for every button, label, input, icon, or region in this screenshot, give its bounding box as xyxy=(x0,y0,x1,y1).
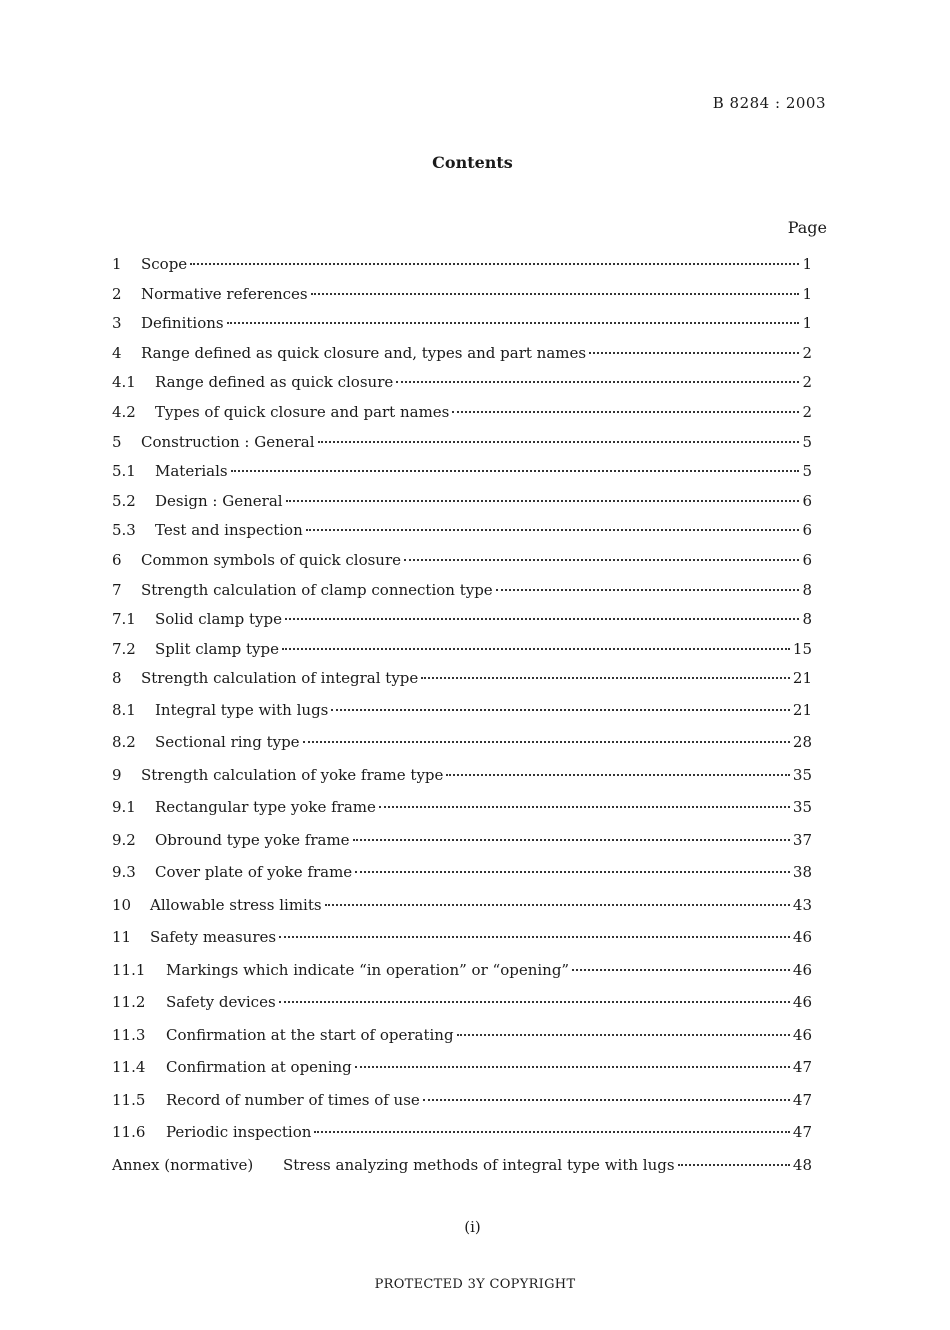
toc-entry-page: 2 xyxy=(802,373,812,392)
toc-entry-title: Integral type with lugs xyxy=(155,700,329,719)
toc-entry-number: 9.3 xyxy=(112,863,136,882)
toc-entry[interactable] xyxy=(112,831,812,864)
toc-entry-title: Cover plate of yoke frame xyxy=(155,863,353,882)
toc-entry-title: Allowable stress limits xyxy=(150,895,322,914)
toc-entry-page: 21 xyxy=(792,700,812,719)
page-number: (i) xyxy=(464,1218,481,1236)
toc-entry[interactable] xyxy=(112,669,812,701)
toc-entry-title: Strength calculation of clamp connection type xyxy=(141,580,493,599)
toc-entry-number: 11.3 xyxy=(112,1025,146,1044)
toc-entry-title: Sectional ring type xyxy=(155,733,300,752)
toc-entry-page: 21 xyxy=(792,669,812,688)
toc-entry[interactable] xyxy=(112,1091,812,1124)
toc-entry-title: Strength calculation of integral type xyxy=(141,669,419,688)
toc-entry[interactable] xyxy=(112,701,812,734)
toc-entry-page: 15 xyxy=(792,639,812,658)
toc-entry-number: 3 xyxy=(112,314,122,333)
toc-entry[interactable] xyxy=(112,1058,812,1091)
toc-entry-page: 5 xyxy=(802,462,812,481)
toc-entry-number: 6 xyxy=(112,550,122,569)
toc-entry-title: Obround type yoke frame xyxy=(155,830,350,849)
toc-entry-title: Markings which indicate “in operation” or “opening” xyxy=(166,960,570,979)
dot-leader xyxy=(355,871,790,873)
toc-entry[interactable] xyxy=(112,433,812,463)
toc-entry-number: 4.2 xyxy=(112,402,136,421)
toc-entry[interactable] xyxy=(112,403,812,433)
dot-leader xyxy=(353,839,790,841)
dot-leader xyxy=(331,709,790,711)
toc-entry-page: 38 xyxy=(792,863,812,882)
toc-entry-title: Range defined as quick closure and, types and part names xyxy=(141,343,587,362)
contents-title: Contents xyxy=(432,153,513,172)
toc-entry-number: 5.2 xyxy=(112,491,136,510)
toc-entry-title: Confirmation at the start of operating xyxy=(166,1025,454,1044)
toc-entry[interactable] xyxy=(112,928,812,961)
toc-entry[interactable] xyxy=(112,1123,812,1156)
toc-entry-page: 6 xyxy=(802,521,812,540)
toc-entry-page: 46 xyxy=(792,1025,812,1044)
dot-leader xyxy=(279,936,790,938)
toc-entry-title: Construction : General xyxy=(141,432,315,451)
toc-entry-number: 11 xyxy=(112,928,132,947)
dot-leader xyxy=(423,1099,790,1101)
dot-leader xyxy=(572,969,790,971)
dot-leader xyxy=(379,806,790,808)
toc-entry-page: 2 xyxy=(802,402,812,421)
toc-entry-number: 5.3 xyxy=(112,521,136,540)
toc-entry-page: 28 xyxy=(792,733,812,752)
toc-entry-page: 47 xyxy=(792,1090,812,1109)
dot-leader xyxy=(325,904,790,906)
toc-entry[interactable] xyxy=(112,285,812,315)
toc-entry[interactable] xyxy=(112,581,812,611)
toc-entry[interactable] xyxy=(112,640,812,670)
toc-entry[interactable] xyxy=(112,798,812,831)
toc-entry-title: Safety measures xyxy=(150,928,277,947)
toc-entry-number: 11.2 xyxy=(112,993,146,1012)
toc-entry-title: Record of number of times of use xyxy=(166,1090,420,1109)
toc-entry-page: 35 xyxy=(792,798,812,817)
dot-leader xyxy=(306,529,800,531)
toc-entry-number: 11.5 xyxy=(112,1090,146,1109)
toc-entry-page: 48 xyxy=(792,1155,812,1174)
toc-entry-title: Rectangular type yoke frame xyxy=(155,798,376,817)
toc-entry[interactable] xyxy=(112,961,812,994)
toc-entry-title: Definitions xyxy=(141,314,224,333)
toc-entry-page: 8 xyxy=(802,610,812,629)
toc-entry-number: 9.2 xyxy=(112,830,136,849)
toc-entry-title: Scope xyxy=(141,255,188,273)
toc-entry-page: 6 xyxy=(802,550,812,569)
toc-entry-title: Safety devices xyxy=(166,993,276,1012)
toc-entry-page: 8 xyxy=(802,580,812,599)
toc-entry-number: 1 xyxy=(112,255,122,273)
toc-entry-title: Common symbols of quick closure xyxy=(141,550,402,569)
toc-entry-page: 2 xyxy=(802,343,812,362)
toc-entry-number: 8.2 xyxy=(112,733,136,752)
dot-leader xyxy=(314,1131,789,1133)
toc-entry-page: 47 xyxy=(792,1058,812,1077)
toc-entry-number: 7 xyxy=(112,580,122,599)
dot-leader xyxy=(452,411,799,413)
toc-entry[interactable] xyxy=(112,1156,812,1189)
dot-leader xyxy=(227,322,800,324)
dot-leader xyxy=(303,741,790,743)
toc-entry[interactable] xyxy=(112,344,812,374)
toc-entry-title: Split clamp type xyxy=(155,639,279,658)
toc-entry-title: Confirmation at opening xyxy=(166,1058,352,1077)
toc-entry-page: 5 xyxy=(802,432,812,451)
toc-entry-number: 8.1 xyxy=(112,700,136,719)
toc-entry[interactable] xyxy=(112,521,812,551)
dot-leader xyxy=(457,1034,790,1036)
toc-entry-title: Types of quick closure and part names xyxy=(155,402,450,421)
dot-leader xyxy=(282,648,790,650)
dot-leader xyxy=(311,293,800,295)
page-column-label: Page xyxy=(787,218,827,237)
toc-entry[interactable] xyxy=(112,462,812,492)
dot-leader xyxy=(421,677,790,679)
toc-entry-title: Solid clamp type xyxy=(155,610,282,629)
dot-leader xyxy=(446,774,790,776)
toc-entry[interactable] xyxy=(112,863,812,896)
dot-leader xyxy=(589,352,799,354)
toc-entry-number: 7.1 xyxy=(112,610,136,629)
toc-entry-page: 6 xyxy=(802,491,812,510)
toc-entry-title: Strength calculation of yoke frame type xyxy=(141,765,444,784)
toc-entry-title: Design : General xyxy=(155,491,283,510)
toc-entry-number: 4.1 xyxy=(112,373,136,392)
toc-entry-page: 37 xyxy=(792,830,812,849)
toc-entry[interactable] xyxy=(112,255,812,285)
toc-entry-page: 35 xyxy=(792,765,812,784)
toc-entry-number: 11.4 xyxy=(112,1058,146,1077)
toc-entry-number: 5.1 xyxy=(112,462,136,481)
toc-entry-title: Stress analyzing methods of integral type with lugs xyxy=(283,1155,675,1174)
toc-entry[interactable] xyxy=(112,1026,812,1059)
dot-leader xyxy=(355,1066,790,1068)
toc-entry-page: 1 xyxy=(802,314,812,333)
document-id: B 8284 : 2003 xyxy=(712,94,826,112)
toc-entry-number: 4 xyxy=(112,343,122,362)
toc-entry-page: 43 xyxy=(792,895,812,914)
toc-entry[interactable] xyxy=(112,993,812,1026)
toc-entry[interactable] xyxy=(112,373,812,403)
toc-entry-number: 10 xyxy=(112,895,132,914)
toc-entry[interactable] xyxy=(112,766,812,799)
toc-entry-page: 46 xyxy=(792,960,812,979)
toc-entry-title: Periodic inspection xyxy=(166,1123,312,1142)
toc-entry-title: Materials xyxy=(155,462,228,481)
toc-entry[interactable] xyxy=(112,896,812,929)
toc-entry-number: 2 xyxy=(112,284,122,303)
dot-leader xyxy=(231,470,800,472)
toc-entry-number: Annex (normative) xyxy=(112,1155,254,1174)
dot-leader xyxy=(286,500,800,502)
toc-entry-number: 8 xyxy=(112,669,122,688)
toc-entry-number: 5 xyxy=(112,432,122,451)
toc-entry[interactable] xyxy=(112,314,812,344)
dot-leader xyxy=(404,559,799,561)
toc-entry-number: 7.2 xyxy=(112,639,136,658)
toc-entry-page: 46 xyxy=(792,928,812,947)
toc-entry[interactable] xyxy=(112,551,812,581)
dot-leader xyxy=(279,1001,790,1003)
dot-leader xyxy=(496,589,800,591)
toc-entry-page: 46 xyxy=(792,993,812,1012)
dot-leader xyxy=(396,381,799,383)
toc-entry-page: 47 xyxy=(792,1123,812,1142)
dot-leader xyxy=(285,618,799,620)
dot-leader xyxy=(190,263,799,265)
toc-entry-page: 1 xyxy=(802,284,812,303)
copyright-footer: PROTECTED 3Y COPYRIGHT xyxy=(374,1277,576,1292)
dot-leader xyxy=(318,441,800,443)
toc-entry-title: Test and inspection xyxy=(155,521,303,540)
toc-entry[interactable] xyxy=(112,733,812,766)
dot-leader xyxy=(678,1164,790,1166)
toc-entry-title: Range defined as quick closure xyxy=(155,373,394,392)
toc-entry[interactable] xyxy=(112,610,812,640)
toc-entry-number: 9 xyxy=(112,765,122,784)
toc-entry-page: 1 xyxy=(802,255,812,273)
toc-entry-number: 11.1 xyxy=(112,960,146,979)
toc-entry-title: Normative references xyxy=(141,284,308,303)
toc-entry-number: 9.1 xyxy=(112,798,136,817)
toc-entry-number: 11.6 xyxy=(112,1123,146,1142)
table-of-contents xyxy=(112,255,812,1188)
toc-entry[interactable] xyxy=(112,492,812,522)
